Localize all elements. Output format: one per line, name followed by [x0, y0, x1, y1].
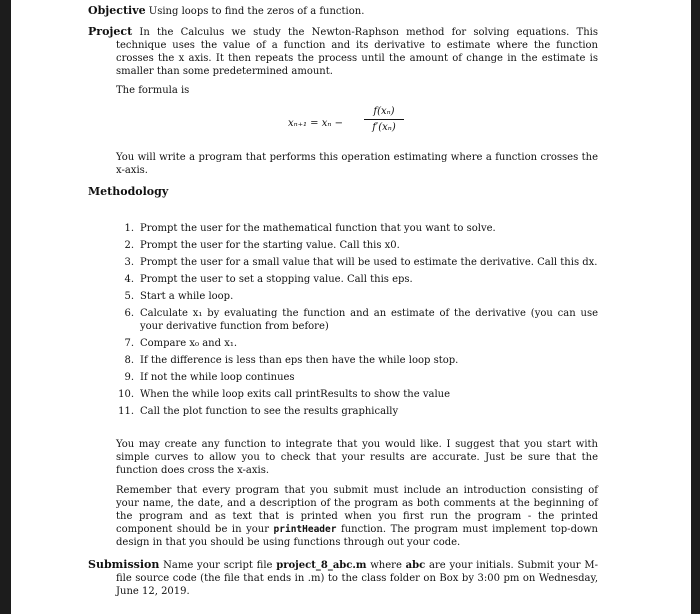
- list-item: 5. Start a while loop.: [124, 291, 234, 302]
- submission-paragraph: Submission Name your script file project_8_abc.m where abc are your initials. Submit your M-file source code (the file that ends in .m) to the class folder on Box by 3:00 pm on Wednesday, June 12, 2019.: [88, 558, 598, 597]
- objective-label: Objective: [88, 4, 146, 17]
- submission-label: Submission: [88, 558, 160, 571]
- list-item: 10. When the while loop exits call printResults to show the value: [118, 389, 451, 400]
- submission-initials: abc: [405, 560, 426, 571]
- project-paragraph: [88, 25, 598, 78]
- list-item: 11. Call the plot function to see the results graphically: [118, 406, 399, 417]
- methodology-paragraph-1: You may create any function to integrate that you would like. I suggest that you start with simple curves to allow you to check that your results are accurate. Just be sure that the function does cross the x-axis.: [116, 439, 598, 476]
- list-item: 8. If the difference is less than eps then have the while loop stop.: [124, 355, 459, 366]
- formula-denominator: f′(xₙ): [372, 122, 396, 133]
- list-item: 9. If not the while loop continues: [124, 372, 295, 383]
- print-header-code: printHeader: [273, 524, 337, 535]
- left-border: [0, 0, 11, 614]
- submission-filename: project_8_abc.m: [276, 560, 367, 571]
- list-item: 3. Prompt the user for a small value that will be used to estimate the derivative. Call this dx.: [124, 257, 598, 268]
- methodology-section: [88, 185, 598, 422]
- project-label: Project: [88, 25, 133, 38]
- formula-intro: The formula is: [116, 85, 190, 96]
- project-section: [88, 25, 598, 177]
- list-item: 6. Calculate x₁ by evaluating the function and an estimate of the derivative (you can use your derivative function from before): [124, 308, 598, 332]
- list-item: 7. Compare x₀ and x₁.: [124, 338, 238, 349]
- methodology-paragraph-2: Remember that every program that you submit must include an introduction consisting of your name, the date, and a description of the program as both comments at the beginning of the program and as text that is printed when you first run the program - the printed component should be in your printHeader function. The program must implement top-down design in that you should be using functions through out your code.: [116, 485, 598, 548]
- formula-lhs: xₙ₊₁ = xₙ −: [288, 118, 343, 129]
- list-item: 2. Prompt the user for the starting value. Call this x0.: [124, 240, 400, 251]
- methodology-label: Methodology: [88, 185, 169, 198]
- newton-formula: [88, 103, 598, 147]
- methodology-steps: [88, 222, 598, 418]
- formula-numerator: f(xₙ): [364, 105, 404, 120]
- objective-text: Using loops to find the zeros of a function.: [148, 6, 365, 17]
- right-border: [691, 0, 700, 614]
- project-after-formula: You will write a program that performs this operation estimating where a function crosses the x-axis.: [116, 152, 598, 176]
- formula-fraction: [364, 105, 404, 134]
- list-item: 4. Prompt the user to set a stopping value. Call this eps.: [124, 274, 413, 285]
- project-text: In the Calculus we study the Newton-Raphson method for solving equations. This technique uses the value of a function and its derivative to estimate where the function crosses the x axis. It then repeats the process until the amount of change in the estimate is smaller than some predetermined amount.: [116, 27, 598, 77]
- list-item: 1. Prompt the user for the mathematical function that you want to solve.: [124, 223, 496, 234]
- objective-line: [88, 4, 598, 18]
